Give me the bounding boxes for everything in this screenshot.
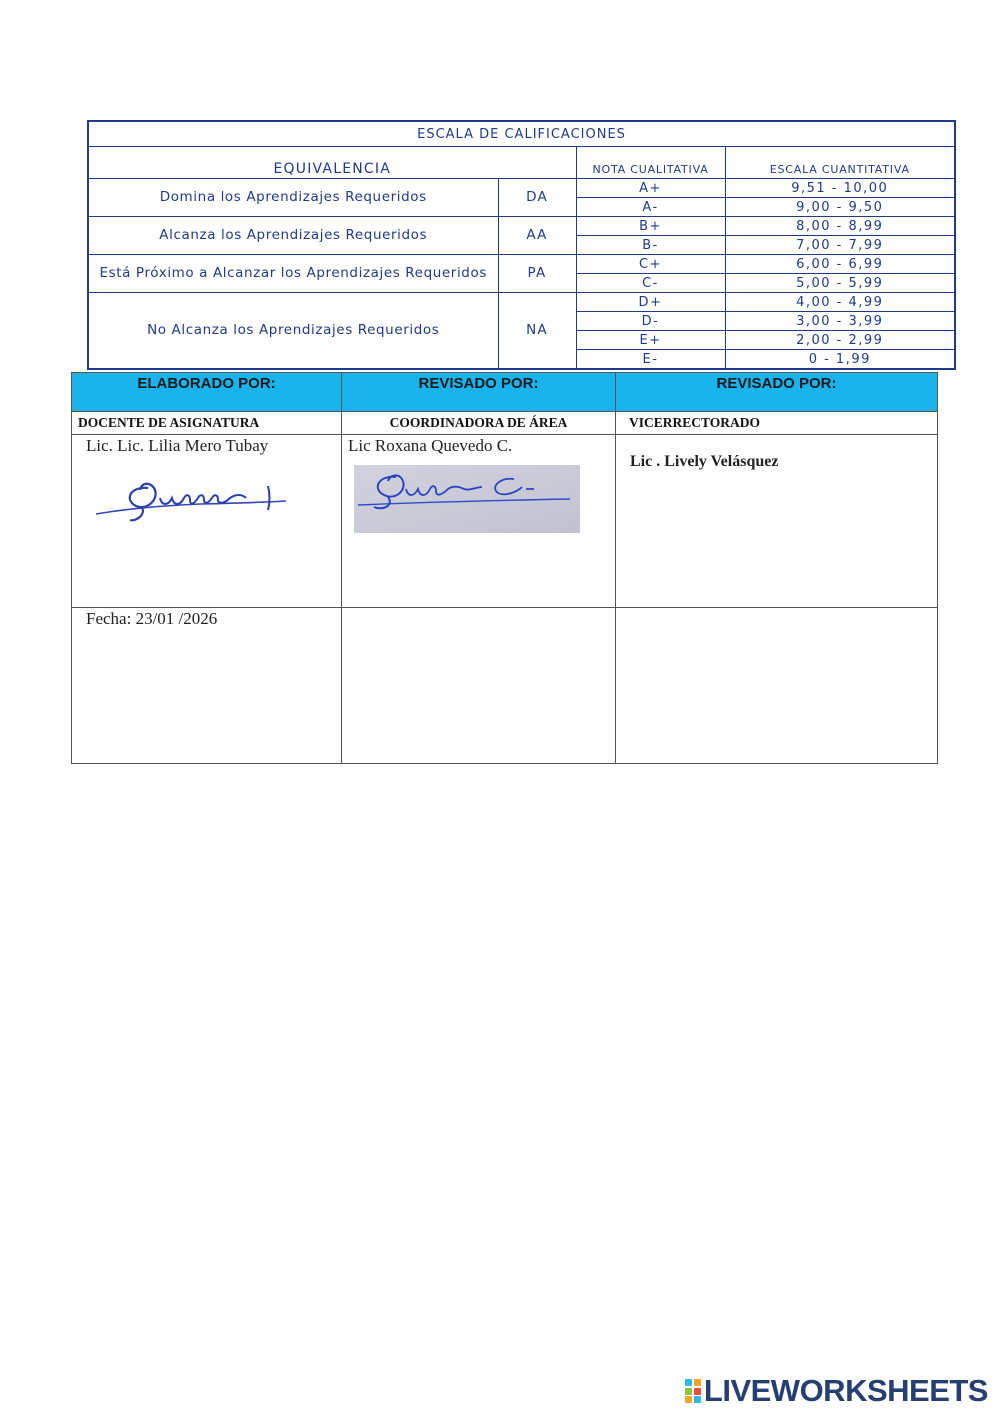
signature-cell-coordinadora xyxy=(342,435,616,608)
equivalence-code: AA xyxy=(498,217,576,255)
handwritten-signature-image xyxy=(354,465,580,533)
nota-cell: A+ xyxy=(576,179,725,198)
escala-cell: 8,00 - 8,99 xyxy=(725,217,955,236)
grading-scale-table xyxy=(87,120,956,370)
equivalence-label: Domina los Aprendizajes Requeridos xyxy=(88,179,498,217)
header-revisado-por: REVISADO POR: xyxy=(342,373,616,412)
escala-cell: 7,00 - 7,99 xyxy=(725,236,955,255)
equivalence-code: PA xyxy=(498,255,576,293)
role-coordinadora: COORDINADORA DE ÁREA xyxy=(342,412,616,435)
signature-cell-vicerrectorado xyxy=(616,435,938,608)
header-nota-cualitativa: NOTA CUALITATIVA xyxy=(576,147,725,179)
role-docente: DOCENTE DE ASIGNATURA xyxy=(72,412,342,435)
date-text: Fecha: 23/01 /2026 xyxy=(86,609,218,628)
signer-name: Lic . Lively Velásquez xyxy=(630,453,779,470)
header-elaborado-por: ELABORADO POR: xyxy=(72,373,342,412)
escala-cell: 6,00 - 6,99 xyxy=(725,255,955,274)
nota-cell: E+ xyxy=(576,331,725,350)
logo-wordmark: LIVEWORKSHEETS xyxy=(703,1373,988,1408)
escala-cell: 2,00 - 2,99 xyxy=(725,331,955,350)
escala-cell: 3,00 - 3,99 xyxy=(725,312,955,331)
signer-name: Lic. Lic. Lilia Mero Tubay xyxy=(86,436,269,455)
header-revisado-por: REVISADO POR: xyxy=(616,373,938,412)
nota-cell: D+ xyxy=(576,293,725,312)
header-escala-cuantitativa: ESCALA CUANTITATIVA xyxy=(725,147,955,179)
escala-cell: 0 - 1,99 xyxy=(725,350,955,370)
nota-cell: E- xyxy=(576,350,725,370)
role-vicerrectorado: VICERRECTORADO xyxy=(616,412,938,435)
nota-cell: D- xyxy=(576,312,725,331)
equivalence-code: DA xyxy=(498,179,576,217)
signature-cell-docente xyxy=(72,435,342,608)
escala-cell: 4,00 - 4,99 xyxy=(725,293,955,312)
date-cell xyxy=(72,608,342,764)
nota-cell: C+ xyxy=(576,255,725,274)
escala-cell: 9,51 - 10,00 xyxy=(725,179,955,198)
nota-cell: A- xyxy=(576,198,725,217)
scale-title: ESCALA DE CALIFICACIONES xyxy=(88,121,955,147)
nota-cell: C- xyxy=(576,274,725,293)
nota-cell: B+ xyxy=(576,217,725,236)
liveworksheets-logo xyxy=(685,1373,988,1409)
equivalence-label: Está Próximo a Alcanzar los Aprendizajes Requeridos xyxy=(88,255,498,293)
header-equivalencia: EQUIVALENCIA xyxy=(88,147,576,179)
escala-cell: 5,00 - 5,99 xyxy=(725,274,955,293)
empty-cell xyxy=(616,608,938,764)
equivalence-label: Alcanza los Aprendizajes Requeridos xyxy=(88,217,498,255)
handwritten-signature-image xyxy=(90,470,290,530)
escala-cell: 9,00 - 9,50 xyxy=(725,198,955,217)
equivalence-code: NA xyxy=(498,293,576,370)
logo-blocks-icon xyxy=(685,1379,701,1403)
signatures-table xyxy=(71,372,938,764)
signer-name: Lic Roxana Quevedo C. xyxy=(348,436,513,455)
equivalence-label: No Alcanza los Aprendizajes Requeridos xyxy=(88,293,498,370)
nota-cell: B- xyxy=(576,236,725,255)
empty-cell xyxy=(342,608,616,764)
